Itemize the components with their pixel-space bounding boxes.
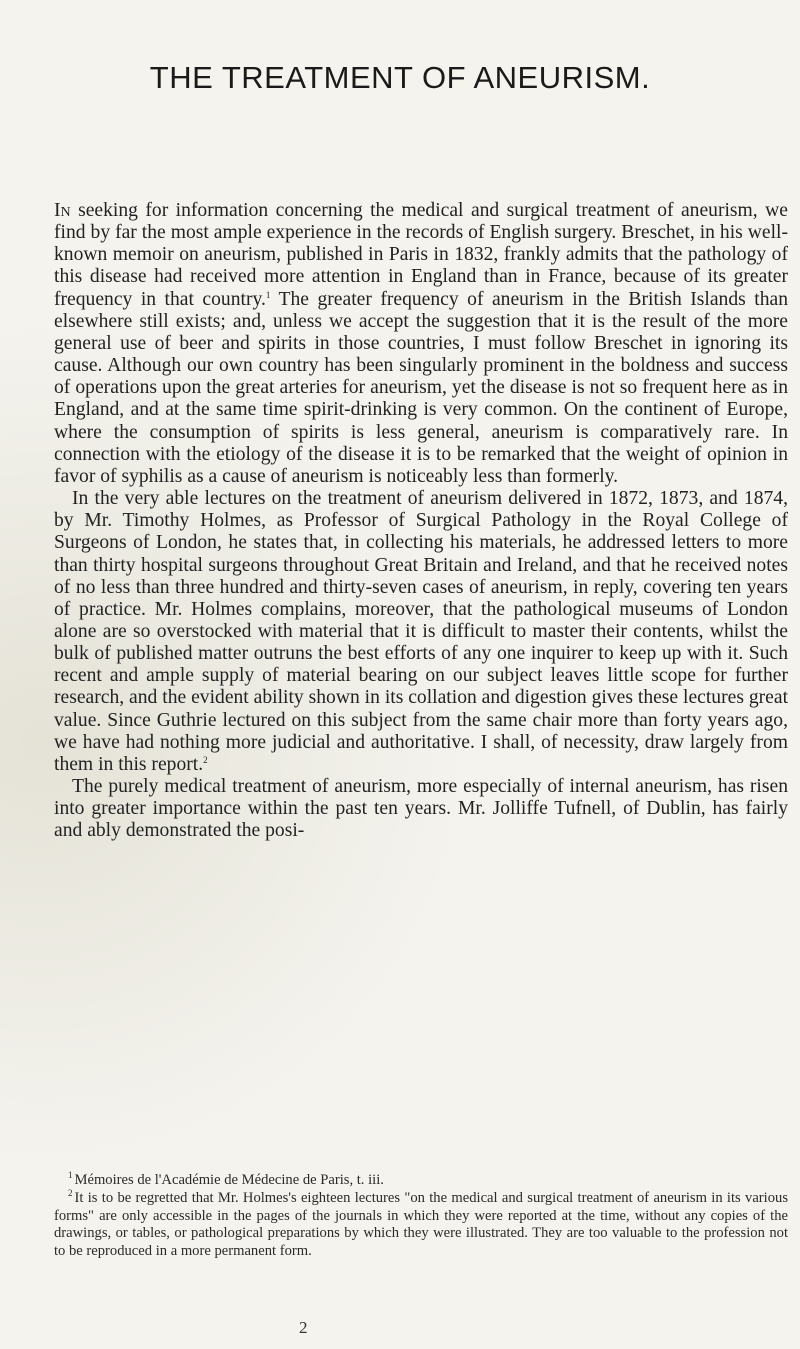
paragraph-1 bbox=[54, 200, 788, 488]
footnote-ref-2[interactable]: 2 bbox=[203, 754, 208, 765]
paragraph-2 bbox=[54, 488, 788, 776]
paragraph-1-text-b: The greater frequency of aneurism in the British Islands than elsewhere still exists; and, unless we accept the suggestion that it is the result of the more general use of beer and spirits in those countries, I must follow Breschet in ignoring its cause. Although our own country has been singularly prominent in the boldness and success of operations upon the great arteries for aneurism, yet the disease is not so frequent here as in England, and at the same time spirit-drinking is very common. On the continent of Europe, where the consumption of spirits is less general, aneurism is comparatively rare. In connection with the etiology of the disease it is to be remarked that the weight of opinion in favor of syphilis as a cause of aneurism is noticeably less than formerly. bbox=[54, 288, 788, 487]
footnote-2-mark: 2 bbox=[68, 1187, 73, 1198]
paragraph-1-text-a: seeking for information concerning the medical and surgical treatment of aneurism, we find by far the most ample experience in the records of English surgery. Breschet, in his well-known memoir on aneurism, published in Paris in 1832, frankly admits that the pathology of this disease had received more attention in England than in France, because of its greater frequency in that country. bbox=[54, 200, 788, 310]
page-number: 2 bbox=[299, 1318, 308, 1337]
footnote-2-text: It is to be regretted that Mr. Holmes's eighteen lectures "on the medical and surgical treatment of aneurism in its various forms" are only accessible in the pages of the journals in which they were reported at the time, without any copies of the drawings, or tables, or pathological preparations by which they were illustrated. They are too valuable to the profession not to be reproduced in a more permanent form. bbox=[54, 1189, 788, 1260]
footnote-2 bbox=[54, 1187, 788, 1261]
footnotes bbox=[54, 1172, 788, 1261]
paragraph-2-text-a: In the very able lectures on the treatment of aneurism delivered in 1872, 1873, and 1874, by Mr. Timothy Holmes, as Professor of Surgical Pathology in the Royal College of Surgeons of London, he states that, in collecting his materials, he addressed letters to more than thirty hospital surgeons throughout Great Britain and Ireland, and that he received notes of no less than three hundred and thirty-seven cases of aneurism, in reply, covering ten years of practice. Mr. Holmes complains, moreover, that the pathological museums of London alone are so overstocked with material that it is difficult to master their contents, whilst the bulk of published matter outruns the best efforts of any one inquirer to keep up with it. Such recent and ample supply of material bearing on our subject leaves little scope for further research, and the evident ability shown in its collation and digestion gives these lectures great value. Since Guthrie lectured on this subject from the same chair more than forty years ago, we have had nothing more judicial and authoritative. I shall, of necessity, draw largely from them in this report. bbox=[54, 488, 789, 775]
paragraph-initial: In bbox=[54, 200, 71, 221]
body-text bbox=[54, 200, 788, 843]
page-title: THE TREATMENT OF ANEURISM. bbox=[149, 60, 651, 95]
paragraph-3 bbox=[54, 776, 788, 842]
footnote-1 bbox=[54, 1172, 788, 1190]
footnote-ref-1[interactable]: 1 bbox=[265, 289, 271, 300]
footnote-1-text: Mémoires de l'Académie de Médecine de Paris, t. iii. bbox=[74, 1172, 384, 1188]
paragraph-3-text-a: The purely medical treatment of aneurism, more especially of internal aneurism, has risen into greater importance within the past ten years. Mr. Jolliffe Tufnell, of Dublin, has fairly and ably demonstrated the posi- bbox=[54, 776, 788, 842]
footnote-1-mark: 1 bbox=[68, 1170, 73, 1180]
